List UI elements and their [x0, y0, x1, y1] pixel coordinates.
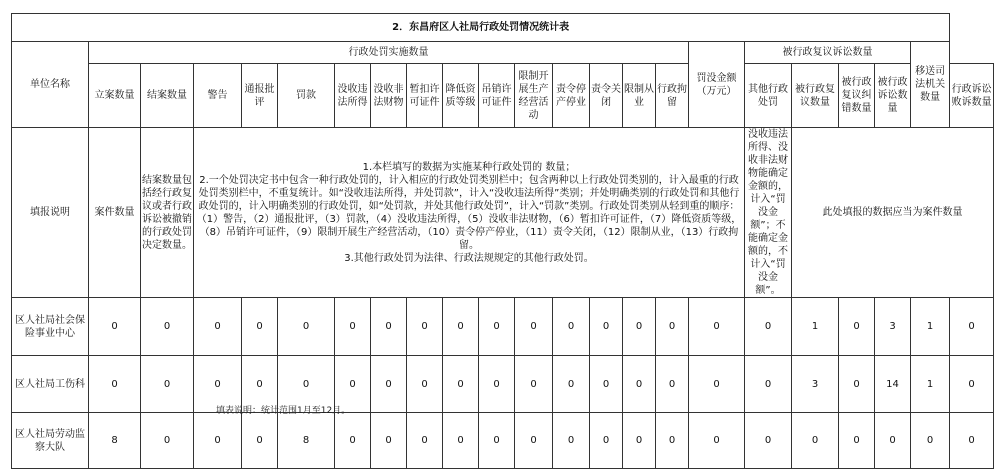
header-public-criticism: 通报批评 — [242, 64, 278, 128]
note-fine-amount: 没收违法所得、没收非法财物能确定金额的，计入“罚没金额”；不能确定金额的，不计入“罚没金额”。 — [745, 128, 792, 298]
data-cell: 0 — [194, 298, 242, 356]
data-cell: 0 — [335, 413, 371, 469]
data-cell: 0 — [407, 356, 443, 413]
data-cell: 0 — [242, 413, 278, 469]
data-cell: 0 — [371, 298, 407, 356]
data-cell: 0 — [745, 413, 792, 469]
data-cell: 0 — [335, 298, 371, 356]
data-cell: 0 — [479, 356, 515, 413]
data-cell: 0 — [623, 356, 656, 413]
data-cell: 0 — [479, 413, 515, 469]
data-cell: 0 — [89, 356, 141, 413]
header-unit-name: 单位名称 — [12, 42, 89, 128]
data-cell: 0 — [89, 298, 141, 356]
header-cases-filed: 立案数量 — [89, 64, 141, 128]
data-cell: 0 — [371, 356, 407, 413]
penalty-statistics-table — [11, 13, 994, 469]
header-litigation-lost: 行政诉讼败诉数量 — [950, 64, 994, 128]
data-cell: 0 — [242, 298, 278, 356]
data-cell: 0 — [745, 356, 792, 413]
note-review-data: 此处填报的数据应当为案件数量 — [792, 128, 994, 298]
header-suspend-license: 暂扣许可证件 — [407, 64, 443, 128]
header-fine-amount: 罚没金额（万元） — [689, 42, 745, 128]
data-cell: 0 — [590, 298, 623, 356]
row-unit-name: 区人社局工伤科 — [12, 356, 89, 413]
header-restrict-operations: 限制开展生产经营活动 — [515, 64, 553, 128]
data-cell: 0 — [443, 298, 479, 356]
data-cell: 1 — [911, 298, 950, 356]
header-review-count: 被行政复议数量 — [792, 64, 839, 128]
data-cell: 0 — [242, 356, 278, 413]
note-case-count: 案件数量 — [89, 128, 141, 298]
header-litigation-count: 被行政诉讼数量 — [875, 64, 911, 128]
data-cell: 0 — [278, 298, 335, 356]
data-cell: 0 — [141, 298, 194, 356]
header-revoke-license: 吊销许可证件 — [479, 64, 515, 128]
header-order-closure: 责令关闭 — [590, 64, 623, 128]
header-restrict-practice: 限制从业 — [623, 64, 656, 128]
table-title: 2．东昌府区人社局行政处罚情况统计表 — [12, 14, 950, 42]
data-cell: 0 — [689, 356, 745, 413]
data-cell: 0 — [141, 413, 194, 469]
data-cell: 0 — [553, 298, 590, 356]
footnote: 填表说明：统计范围1月至12月。 — [216, 406, 351, 416]
header-transfer-judicial: 移送司法机关数量 — [911, 42, 950, 128]
data-cell: 0 — [656, 298, 689, 356]
data-cell: 0 — [443, 413, 479, 469]
data-cell: 1 — [792, 298, 839, 356]
data-cell: 3 — [792, 356, 839, 413]
note-main — [194, 128, 745, 298]
data-cell: 0 — [515, 413, 553, 469]
data-cell: 0 — [839, 356, 875, 413]
data-cell: 0 — [839, 298, 875, 356]
instructions-label: 填报说明 — [12, 128, 89, 298]
header-confiscate-illegal-property: 没收非法财物 — [371, 64, 407, 128]
data-cell: 1 — [911, 356, 950, 413]
note-main-line: 3.其他行政处罚为法律、行政法规规定的其他行政处罚。 — [344, 252, 594, 264]
data-cell: 0 — [950, 356, 994, 413]
data-cell: 0 — [623, 298, 656, 356]
data-cell: 3 — [875, 298, 911, 356]
data-cell: 8 — [278, 413, 335, 469]
data-cell: 0 — [479, 298, 515, 356]
data-cell: 0 — [950, 413, 994, 469]
header-order-suspension: 责令停产停业 — [553, 64, 590, 128]
data-cell: 0 — [745, 298, 792, 356]
data-cell: 0 — [515, 298, 553, 356]
data-cell: 0 — [515, 356, 553, 413]
data-cell: 14 — [875, 356, 911, 413]
data-cell: 8 — [89, 413, 141, 469]
data-cell: 0 — [335, 356, 371, 413]
header-lower-qualification: 降低资质等级 — [443, 64, 479, 128]
data-cell: 0 — [371, 413, 407, 469]
header-warning: 警告 — [194, 64, 242, 128]
data-cell: 0 — [407, 413, 443, 469]
data-cell: 0 — [792, 413, 839, 469]
data-cell: 0 — [141, 356, 194, 413]
row-unit-name: 区人社局社会保险事业中心 — [12, 298, 89, 356]
data-cell: 0 — [194, 413, 242, 469]
data-cell: 0 — [590, 413, 623, 469]
header-other-penalty: 其他行政处罚 — [745, 64, 792, 128]
data-cell: 0 — [590, 356, 623, 413]
note-closed-cases: 结案数量包括经行政复议或者行政诉讼被撤销的行政处罚决定数量。 — [141, 128, 194, 298]
data-cell: 0 — [689, 413, 745, 469]
data-cell: 0 — [656, 356, 689, 413]
data-cell: 0 — [407, 298, 443, 356]
data-cell: 0 — [278, 356, 335, 413]
header-fine: 罚款 — [278, 64, 335, 128]
data-cell: 0 — [950, 298, 994, 356]
data-cell: 0 — [194, 356, 242, 413]
header-admin-penalty-group: 行政处罚实施数量 — [89, 42, 689, 64]
data-cell: 0 — [839, 413, 875, 469]
data-cell: 0 — [911, 413, 950, 469]
header-cases-closed: 结案数量 — [141, 64, 194, 128]
note-main-line: 2.一个处罚决定书中包含一种行政处罚的，计入相应的行政处罚类别栏中；包含两种以上行政处罚类别的，计入最重的行政处罚类别栏中，不重复统计。如“没收违法所得，并处罚款”，计入“没收违法所得”类别；并处明确类别的行政处罚和其他行政处罚的，计入明确类别的行政处罚，如“处罚款，并处其他行政处罚”，计入“罚款”类别。行政处罚类别从轻到重的顺序：（1）警告，（2）通报批评，（3）罚款，（4）没收违法所得，（5）没收非法财物，（6）暂扣许可证件，（7）降低资质等级，（8）吊销许可证件，（9）限制开展生产经营活动，（10）责令停产停业，（11）责令关闭，（12）限制从业，（13）行政拘留。 — [196, 174, 742, 251]
data-cell: 0 — [689, 298, 745, 356]
data-cell: 0 — [443, 356, 479, 413]
header-confiscate-illegal-gains: 没收违法所得 — [335, 64, 371, 128]
header-review-litigation-group: 被行政复议诉讼数量 — [745, 42, 911, 64]
data-cell: 0 — [553, 356, 590, 413]
note-main-line: 1.本栏填写的数据为实施某种行政处罚的 数量； — [362, 161, 576, 173]
header-review-corrected: 被行政复议纠错数量 — [839, 64, 875, 128]
data-cell: 0 — [656, 413, 689, 469]
data-cell: 0 — [875, 413, 911, 469]
row-unit-name: 区人社局劳动监察大队 — [12, 413, 89, 469]
data-cell: 0 — [553, 413, 590, 469]
header-administrative-detention: 行政拘留 — [656, 64, 689, 128]
data-cell: 0 — [623, 413, 656, 469]
